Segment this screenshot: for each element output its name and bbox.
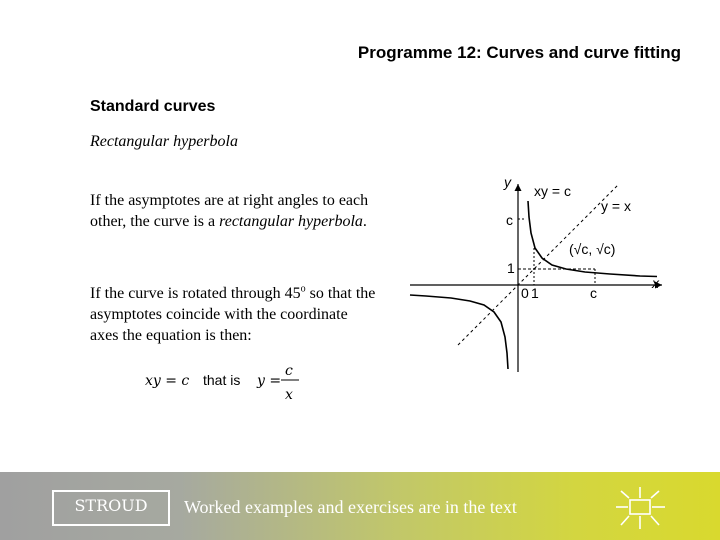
- hyperbola-branch-positive: [528, 201, 657, 277]
- equation-y: y =: [257, 373, 282, 389]
- equation-numerator: c: [285, 363, 293, 379]
- x-tick-0: 0: [521, 285, 529, 301]
- equation: [145, 358, 315, 406]
- curve-label: xy = c: [534, 183, 571, 199]
- icon-ray-top-left: [621, 491, 629, 498]
- navigation-sun-icon[interactable]: [614, 486, 666, 530]
- degree-superscript: o: [300, 283, 306, 295]
- x-tick-c: c: [590, 285, 597, 301]
- paragraph-period: .: [362, 213, 367, 230]
- equation-denominator: x: [285, 387, 293, 403]
- paragraph-asymptotes: [90, 190, 380, 232]
- stroud-logo: STROUD: [52, 490, 170, 526]
- paragraph-text-end: so that the asymptotes coincide with the coordinate axes the equation is then:: [90, 285, 376, 344]
- y-tick-1: 1: [507, 260, 515, 276]
- section-subtitle: Rectangular hyperbola: [90, 133, 238, 150]
- paragraph-emphasis: rectangular hyperbola: [219, 213, 363, 230]
- section-title: Standard curves: [90, 98, 216, 115]
- equation-lhs: xy = c: [145, 373, 190, 389]
- paragraph-rotation: [90, 283, 380, 346]
- icon-center-box: [630, 500, 650, 514]
- line-label: y = x: [601, 198, 631, 214]
- y-axis-arrow: [515, 184, 522, 191]
- icon-ray-top-right: [651, 491, 659, 498]
- equation-connector: that is: [203, 372, 241, 388]
- y-tick-c: c: [506, 212, 513, 228]
- icon-ray-bottom-right: [651, 516, 659, 525]
- programme-title: Programme 12: Curves and curve fitting: [357, 43, 681, 62]
- y-axis-label: y: [504, 174, 511, 190]
- icon-ray-bottom-left: [621, 516, 629, 525]
- paragraph-text-start: If the curve is rotated through 45: [90, 285, 301, 302]
- line-y-equals-x: [458, 185, 618, 345]
- x-tick-1: 1: [531, 285, 539, 301]
- point-label: (√c, √c): [569, 241, 616, 257]
- x-axis-label: x: [652, 275, 659, 291]
- hyperbola-branch-negative: [410, 295, 508, 369]
- hyperbola-graph: [400, 168, 670, 378]
- paragraph-text: If the asymptotes are at right angles to each other, the curve is a: [90, 192, 369, 230]
- footer-note: Worked examples and exercises are in the text: [184, 497, 517, 517]
